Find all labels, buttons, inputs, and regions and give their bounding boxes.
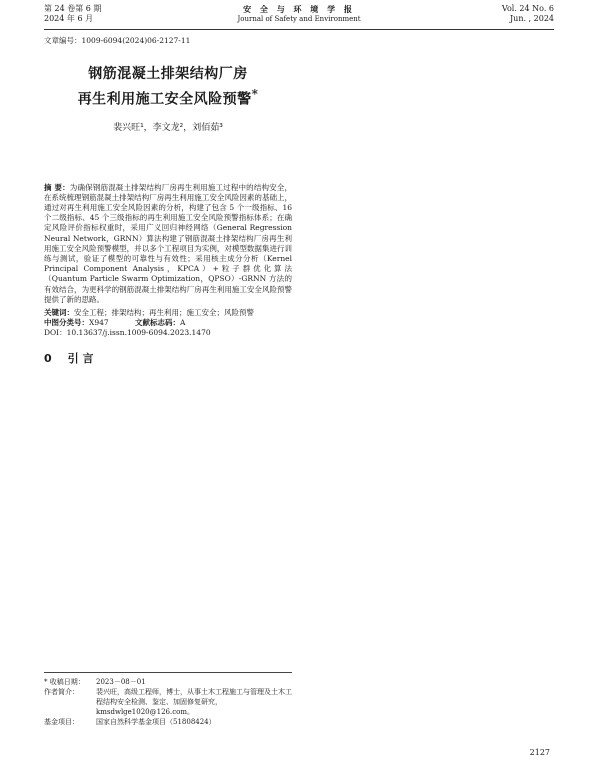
running-header	[44, 4, 554, 26]
keywords-label: 关键词：	[44, 308, 74, 318]
volume-issue-en: Vol. 24 No. 6	[501, 4, 554, 13]
section-number: 0	[44, 352, 52, 366]
article-number: 文章编号：1009-6094(2024)06-2127-11	[44, 36, 191, 45]
date-cn: 2024 年 6 月	[44, 14, 94, 23]
left-column	[44, 36, 292, 371]
footnotes	[44, 672, 292, 727]
header-rule	[44, 29, 554, 30]
author-bio: 裴兴旺，高级工程师，博士，从事土木工程施工与管理及土木工程结构安全检测、鉴定、加固修复研究，kmsdwlge1020@126.com。	[96, 688, 292, 716]
abstract-text: 为确保钢筋混凝土排架结构厂房再生利用施工过程中的结构安全，在系统梳理钢筋混凝土排架结构厂房再生利用施工安全风险因素的基础上，通过对再生利用施工安全风险因素的分析，构建了包含 5 个一级指标、16 个二级指标、45 个三级指标的再生利用施工安全风险预警指标体系；在确定风险评价指标权重时，采用广义回归神经网络（General Regression Neural Network，GRNN）算法构建了钢筋混凝土排架结构厂房再生利用施工安全风险预警模型，并以多个工程项目为实例，对模型数据集进行训练与测试，验证了模型的可靠性与有效性；采用核主成分分析（Kernel Principal Component Analysis，KPCA）+粒子群优化算法（Quantum Particle Swarm Optimization，QPSO）-GRNN 方法的有效结合，为更科学的钢筋混凝土排架结构厂房再生利用施工安全风险预警提供了新的思路。	[44, 182, 292, 304]
author-list: 裴兴旺¹，李文龙²，刘佰茹³	[113, 122, 223, 133]
document-code-field: 文献标志码：A	[135, 318, 186, 328]
paper-title	[44, 64, 292, 110]
document-code-value: A	[180, 318, 186, 328]
date-en: Jun. , 2024	[509, 14, 554, 23]
affiliations	[62, 141, 292, 175]
doi: DOI：10.13637/j.issn.1009-6094.2023.1470	[44, 328, 211, 338]
title-line-1: 钢筋混凝土排架结构厂房	[88, 66, 248, 82]
abstract	[44, 183, 292, 305]
fund-info: 国家自然科学基金项目（51808424）	[96, 718, 216, 726]
volume-issue-cn: 第 24 卷第 6 期	[44, 4, 102, 13]
keywords	[44, 308, 292, 318]
title-line-2: 再生利用施工安全风险预警*	[77, 87, 259, 108]
section-title: 引 言	[67, 352, 94, 366]
received-date: 2023－08－01	[96, 678, 146, 686]
journal-name-cn: 安 全 与 环 境 学 报	[243, 4, 355, 14]
footnote-received: * 收稿日期： 2023－08－01	[44, 677, 292, 687]
journal-name-en: Journal of Safety and Environment	[237, 15, 361, 23]
keywords-text: 安全工程；排架结构；再生利用；施工安全；风险预警	[74, 308, 254, 318]
classification-row	[44, 318, 292, 328]
clc-field: 中图分类号：X947	[44, 318, 109, 328]
clc-value: X947	[89, 318, 109, 328]
section-heading	[44, 350, 292, 366]
page-number: 2127	[529, 748, 550, 757]
abstract-label: 摘 要：	[44, 182, 70, 192]
title-footnote-mark: *	[251, 87, 259, 101]
footnote-fund: 基金项目： 国家自然科学基金项目（51808424）	[44, 717, 292, 727]
footnote-author: 作者简介： 裴兴旺，高级工程师，博士，从事土木工程施工与管理及土木工程结构安全检测、鉴定、加固修复研究，kmsdwlge1020@126.com。	[44, 688, 292, 716]
